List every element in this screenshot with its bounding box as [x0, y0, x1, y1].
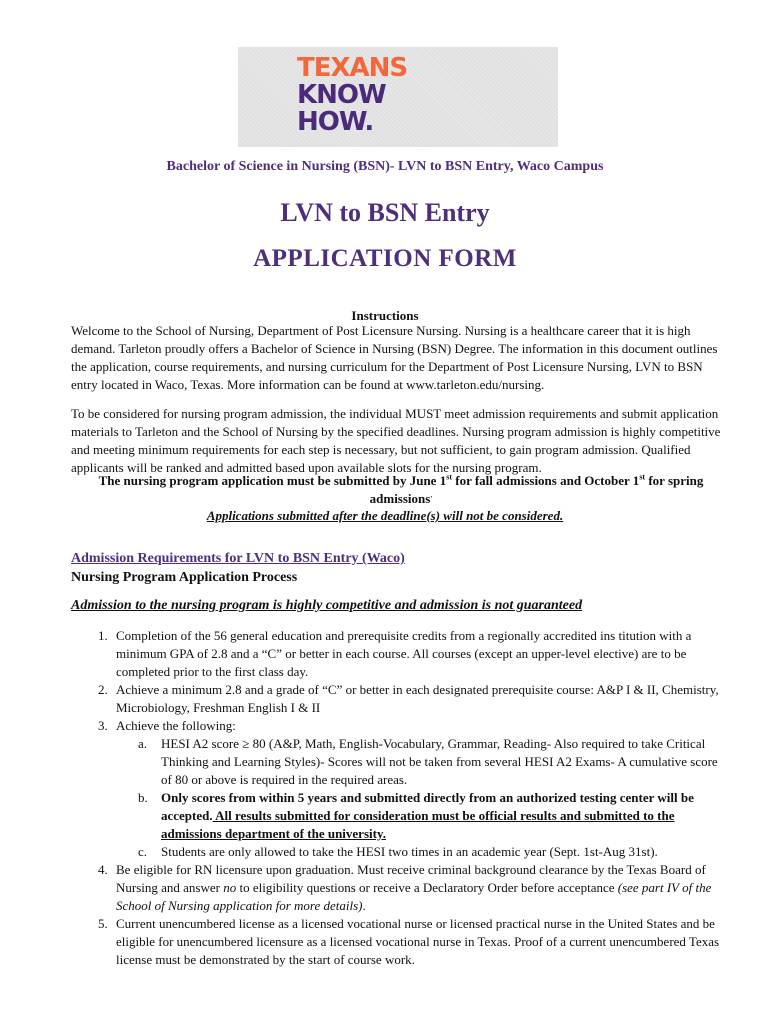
- list-item-number: 1.: [98, 628, 108, 643]
- form-title: APPLICATION FORM: [253, 245, 517, 272]
- sub-item-text: Students are only allowed to take the HESI two times in an academic year (Sept. 1st-Aug 31st).: [161, 844, 658, 859]
- sub-item-letter: b.: [138, 790, 148, 805]
- list-item-text: Current unencumbered license as a licensed vocational nurse or licensed practical nurse in the United States and be eligible for unencumbered licensure as a licensed vocational nurse in Texas. Proof of a current unencumbered Texas license must be demonstrated by the start of course work.: [116, 916, 720, 967]
- list-item: [71, 915, 731, 969]
- deadline-text-october: for fall admissions and October 1: [451, 473, 640, 488]
- deadline-sup-october: st: [639, 472, 646, 482]
- list-item-text: Achieve the following:: [116, 718, 236, 733]
- application-process-heading: Nursing Program Application Process: [71, 570, 298, 585]
- sub-list-item: [71, 735, 731, 789]
- list-item: [71, 861, 731, 915]
- list-item-number: 4.: [98, 862, 108, 877]
- competitive-admission-note: Admission to the nursing program is highly competitive and admission is not guaranteed: [71, 598, 583, 613]
- list-item: [71, 681, 731, 717]
- application-deadline-notice: [71, 472, 731, 508]
- instructions-paragraph-welcome: Welcome to the School of Nursing, Department of Post Licensure Nursing. Nursing is a healthcare career that it is high demand. Tarleton proudly offers a Bachelor of Science in Nursing (BSN) Degree. The information in this document outlines the application, course requirements, and nursing curriculum for the Department of Post Licensure Nursing, LVN to BSN entry located in Waco, Texas. More information can be found at www.tarleton.edu/nursing.: [71, 323, 718, 392]
- list-item-text: Achieve a minimum 2.8 and a grade of “C” or better in each designated prerequisite course: A&P I & II, Chemistry, Microbiology, Freshman English I & II: [116, 682, 719, 715]
- sub-list-item: [71, 843, 731, 861]
- deadline-text-spring: for spring admissions: [369, 473, 704, 506]
- list-item-number: 3.: [98, 718, 108, 733]
- program-subtitle: Bachelor of Science in Nursing (BSN)- LVN to BSN Entry, Waco Campus: [166, 159, 604, 174]
- list-item-text: to eligibility questions or receive a Declaratory Order before acceptance: [236, 880, 618, 895]
- list-item: [71, 717, 731, 735]
- admission-requirements-heading: Admission Requirements for LVN to BSN Entry (Waco): [71, 551, 405, 566]
- requirements-list: [71, 627, 731, 969]
- list-item-number: 2.: [98, 682, 108, 697]
- instructions-paragraph-admission: To be considered for nursing program admission, the individual MUST meet admission requirements and submit application materials to Tarleton and the School of Nursing by the specified deadlines. Nursing program admission is highly competitive and meeting minimum requirements for each step is necessary, but not sufficient, to gain program admission. Qualified applicants will be ranked and admitted based upon available slots for the nursing program.: [71, 406, 721, 475]
- instructions-heading: Instructions: [351, 308, 419, 323]
- sub-item-text: HESI A2 score ≥ 80 (A&P, Math, English-Vocabulary, Grammar, Reading- Also required to take Critical Thinking and Learning Styles)- Scores will not be taken from several HESI A2 Exams- A cumulative score of 80 or above is required in the required areas.: [161, 736, 718, 787]
- list-item-text: Completion of the 56 general education and prerequisite credits from a regionally accredited ins titution with a minimum GPA of 2.8 and a “C” or better in each course. All courses (except an upper-level elective) are to be completed prior to the first class day.: [116, 628, 692, 679]
- deadline-text-june: The nursing program application must be submitted by June 1: [98, 473, 447, 488]
- logo-line-how: HOW.: [297, 107, 374, 137]
- deadline-period: .: [430, 490, 433, 500]
- list-item-text: Be eligible for RN licensure upon graduation. Must receive criminal background clearance by the Texas Board of Nursing and answer: [116, 862, 706, 895]
- sub-item-letter: c.: [138, 844, 148, 859]
- sub-item-text-bold-underline: All results submitted for consideration must be official results and submitted to the admissions department of the university.: [161, 808, 675, 841]
- sub-list-item: [71, 789, 731, 843]
- texans-know-how-logo: [238, 47, 558, 147]
- list-item: [71, 627, 731, 681]
- late-submission-notice: Applications submitted after the deadline(s) will not be considered.: [206, 508, 564, 523]
- list-item-number: 5.: [98, 916, 108, 931]
- list-item-text: .: [362, 898, 366, 913]
- logo-line-texans: TEXANS: [297, 53, 408, 83]
- deadline-sup-june: st: [446, 472, 452, 482]
- page-title: LVN to BSN Entry: [280, 198, 490, 227]
- sub-item-letter: a.: [138, 736, 148, 751]
- logo-line-know: KNOW: [297, 80, 386, 110]
- sub-item-text-bold: Only scores from within 5 years and submitted directly from an authorized testing center will be accepted.: [161, 790, 694, 823]
- list-item-text-italic: no: [223, 880, 237, 895]
- list-item-text-italic: (see part IV of the School of Nursing application for more details): [116, 880, 712, 913]
